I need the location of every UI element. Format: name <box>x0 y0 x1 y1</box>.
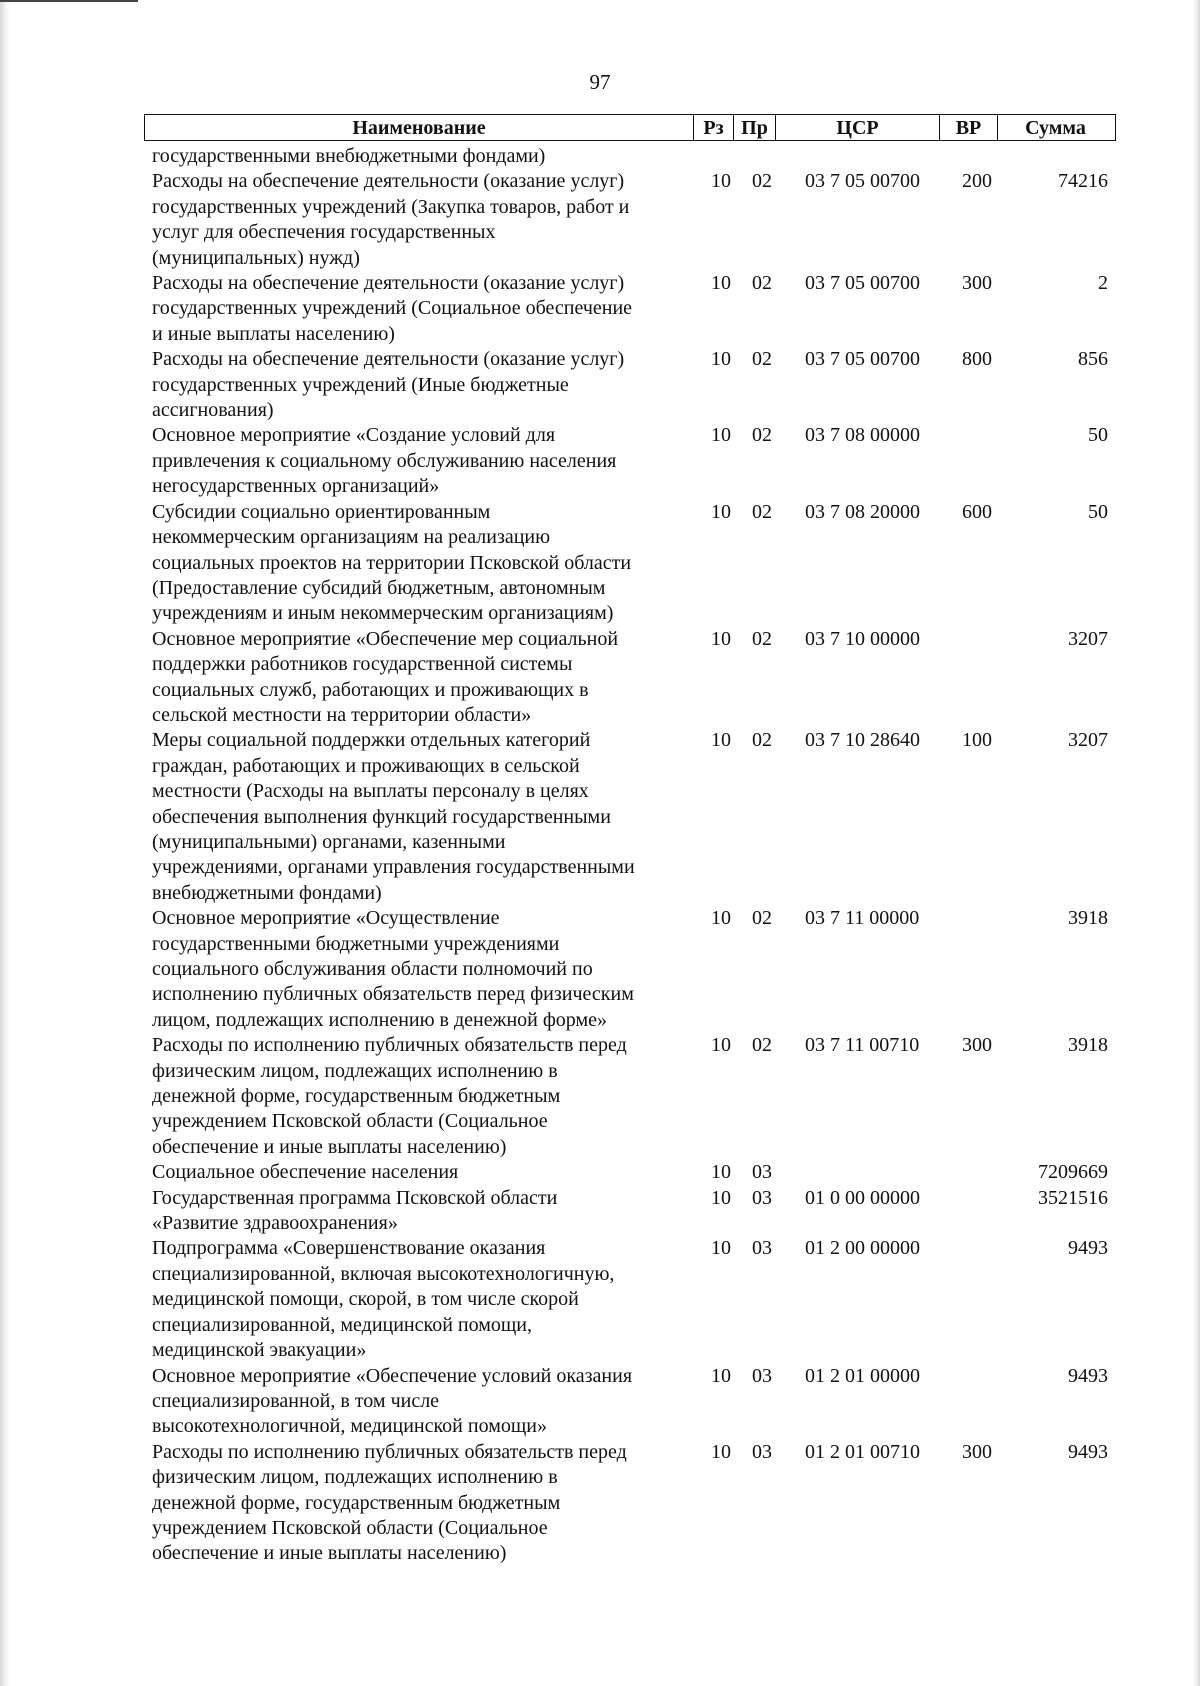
row-vr: 300 <box>962 1034 992 1057</box>
row-name-line: местности (Расходы на выплаты персоналу в целях <box>152 780 589 803</box>
row-name-line: учреждениями, органами управления государственными <box>152 856 635 879</box>
row-rz: 10 <box>711 170 731 193</box>
row-sum: 50 <box>1088 500 1108 523</box>
row-pr: 03 <box>752 1237 772 1260</box>
page-number: 97 <box>589 70 611 94</box>
row-csr: 03 7 11 00000 <box>805 907 920 930</box>
table-row <box>0 500 1200 627</box>
row-vr: 600 <box>962 500 992 523</box>
row-pr: 03 <box>752 1440 772 1463</box>
table-row <box>0 347 1200 423</box>
row-name <box>152 1440 697 1567</box>
row-name-line: обеспечение и иные выплаты населению) <box>152 1135 507 1158</box>
row-csr: 01 2 01 00710 <box>805 1440 920 1463</box>
row-name-line: медицинской помощи, скорой, в том числе скорой <box>152 1288 579 1311</box>
row-rz: 10 <box>711 1237 731 1260</box>
row-csr: 01 2 01 00000 <box>805 1364 920 1387</box>
row-sum: 3207 <box>1068 627 1108 650</box>
header-name: Наименование <box>145 115 694 140</box>
row-pr: 02 <box>752 500 772 523</box>
row-rz: 10 <box>711 1034 731 1057</box>
row-name-line: обеспечения выполнения функций государственными <box>152 805 611 828</box>
row-csr: 03 7 08 00000 <box>805 424 920 447</box>
row-vr: 100 <box>962 729 992 752</box>
row-name <box>152 1160 697 1185</box>
row-name-line: Субсидии социально ориентированным <box>152 500 491 523</box>
row-name-line: «Развитие здравоохранения» <box>152 1212 398 1235</box>
table-row <box>0 1364 1200 1440</box>
row-sum: 9493 <box>1068 1364 1108 1387</box>
row-name-line: Расходы по исполнению публичных обязательств перед <box>152 1440 627 1463</box>
row-name <box>152 906 697 1033</box>
header-pr: Пр <box>734 115 776 140</box>
row-name-line: и иные выплаты населению) <box>152 322 395 345</box>
row-rz: 10 <box>711 1364 731 1387</box>
row-name <box>152 1364 697 1440</box>
row-vr: 200 <box>962 170 992 193</box>
row-rz: 10 <box>711 348 731 371</box>
row-csr: 01 0 00 00000 <box>805 1186 920 1209</box>
row-rz: 10 <box>711 729 731 752</box>
row-sum: 2 <box>1098 272 1108 295</box>
row-pr: 03 <box>752 1186 772 1209</box>
row-sum: 856 <box>1078 348 1108 371</box>
row-csr: 03 7 05 00700 <box>805 348 920 371</box>
row-name-line: привлечения к социальному обслуживанию населения <box>152 449 617 472</box>
row-name-line: сельской местности на территории области» <box>152 703 532 726</box>
row-pr: 02 <box>752 627 772 650</box>
table-row <box>0 1160 1200 1185</box>
row-name-line: социальных служб, работающих и проживающих в <box>152 678 589 701</box>
header-sum: Сумма <box>1025 117 1086 139</box>
row-name-line: Расходы на обеспечение деятельности (оказание услуг) <box>152 272 625 295</box>
row-name-line: Основное мероприятие «Обеспечение условий оказания <box>152 1364 633 1387</box>
row-name-line: государственными бюджетными учреждениями <box>152 932 560 955</box>
row-rz: 10 <box>711 1440 731 1463</box>
row-name-line: специализированной, медицинской помощи, <box>152 1313 532 1336</box>
row-name <box>152 347 697 423</box>
row-rz: 10 <box>711 1186 731 1209</box>
row-name-line: государственных учреждений (Социальное обеспечение <box>152 297 633 320</box>
top-rule <box>0 0 138 2</box>
row-name <box>152 1033 697 1160</box>
row-sum: 3918 <box>1068 1034 1108 1057</box>
row-name-line: Подпрограмма «Совершенствование оказания <box>152 1237 546 1260</box>
row-name-line: специализированной, в том числе <box>152 1389 440 1412</box>
header-csr: ЦСР <box>776 115 940 140</box>
row-name <box>152 144 697 169</box>
table-row <box>0 1440 1200 1567</box>
row-pr: 02 <box>752 272 772 295</box>
row-name-line: исполнению публичных обязательств перед физическим <box>152 983 634 1006</box>
row-name-line: лицом, подлежащих исполнению в денежной форме» <box>152 1008 608 1031</box>
row-name <box>152 500 697 627</box>
row-name-line: (муниципальными) органами, казенными <box>152 830 506 853</box>
row-name-line: внебюджетными фондами) <box>152 881 382 904</box>
row-rz: 10 <box>711 272 731 295</box>
row-vr: 800 <box>962 348 992 371</box>
table-row <box>0 1236 1200 1363</box>
row-pr: 02 <box>752 170 772 193</box>
row-name-line: Государственная программа Псковской области <box>152 1186 558 1209</box>
row-name <box>152 423 697 499</box>
row-name <box>152 1186 697 1237</box>
row-name-line: учреждением Псковской области (Социальное <box>152 1516 548 1539</box>
row-name-line: граждан, работающих и проживающих в сельской <box>152 754 580 777</box>
row-name-line: поддержки работников государственной системы <box>152 653 573 676</box>
row-name-line: учреждениям и иным некоммерческим организациям) <box>152 602 614 625</box>
row-name-line: денежной форме, государственным бюджетным <box>152 1491 561 1514</box>
table-row <box>0 906 1200 1033</box>
row-csr: 03 7 10 28640 <box>805 729 920 752</box>
row-pr: 02 <box>752 424 772 447</box>
table-row <box>0 1186 1200 1237</box>
table-row <box>0 271 1200 347</box>
row-name-line: учреждением Псковской области (Социальное <box>152 1110 548 1133</box>
row-name <box>152 1236 697 1363</box>
row-name-line: государственными внебюджетными фондами) <box>152 145 546 167</box>
row-name-line: государственных учреждений (Закупка товаров, работ и <box>152 195 630 218</box>
table-row <box>0 627 1200 729</box>
row-name-line: денежной форме, государственным бюджетным <box>152 1085 561 1108</box>
row-name-line: ассигнования) <box>152 399 274 422</box>
row-csr: 03 7 11 00710 <box>805 1034 920 1057</box>
row-name-line: Расходы на обеспечение деятельности (оказание услуг) <box>152 348 625 371</box>
row-rz: 10 <box>711 500 731 523</box>
row-vr: 300 <box>962 272 992 295</box>
row-name-line: Меры социальной поддержки отдельных категорий <box>152 729 591 752</box>
row-csr: 03 7 08 20000 <box>805 500 920 523</box>
row-pr: 02 <box>752 729 772 752</box>
row-rz: 10 <box>711 907 731 930</box>
row-csr: 03 7 10 00000 <box>805 627 920 650</box>
row-pr: 02 <box>752 348 772 371</box>
row-name <box>152 271 697 347</box>
table-row <box>0 728 1200 906</box>
row-name-line: некоммерческим организациям на реализацию <box>152 526 551 549</box>
row-csr: 01 2 00 00000 <box>805 1237 920 1260</box>
row-name-line: высокотехнологичной, медицинской помощи» <box>152 1415 547 1438</box>
row-name-line: (Предоставление субсидий бюджетным, автономным <box>152 576 606 599</box>
row-sum: 9493 <box>1068 1440 1108 1463</box>
table-row <box>0 144 1200 169</box>
row-sum: 74216 <box>1058 170 1108 193</box>
row-name-line: специализированной, включая высокотехнологичную, <box>152 1262 615 1285</box>
row-sum: 50 <box>1088 424 1108 447</box>
row-name-line: Основное мероприятие «Создание условий для <box>152 424 556 447</box>
row-csr: 03 7 05 00700 <box>805 170 920 193</box>
table-header <box>144 114 1116 141</box>
row-pr: 02 <box>752 1034 772 1057</box>
row-name-line: физическим лицом, подлежащих исполнению в <box>152 1466 558 1489</box>
row-name-line: Основное мероприятие «Осуществление <box>152 907 500 930</box>
row-name-line: Расходы по исполнению публичных обязательств перед <box>152 1034 627 1057</box>
header-vr: ВР <box>940 115 998 140</box>
row-sum: 3521516 <box>1038 1186 1108 1209</box>
row-name-line: физическим лицом, подлежащих исполнению в <box>152 1059 558 1082</box>
row-pr: 03 <box>752 1161 772 1184</box>
row-name-line: Основное мероприятие «Обеспечение мер социальной <box>152 627 619 650</box>
row-pr: 02 <box>752 907 772 930</box>
row-name-line: (муниципальных) нужд) <box>152 246 360 269</box>
row-rz: 10 <box>711 424 731 447</box>
row-name-line: обеспечение и иные выплаты населению) <box>152 1542 507 1565</box>
table-row <box>0 169 1200 271</box>
row-vr: 300 <box>962 1440 992 1463</box>
row-name-line: негосударственных организаций» <box>152 475 440 498</box>
row-sum: 3207 <box>1068 729 1108 752</box>
row-name-line: государственных учреждений (Иные бюджетные <box>152 373 569 396</box>
row-name-line: социальных проектов на территории Псковской области <box>152 551 632 574</box>
row-name-line: Расходы на обеспечение деятельности (оказание услуг) <box>152 170 625 193</box>
row-csr: 03 7 05 00700 <box>805 272 920 295</box>
row-name-line: медицинской эвакуации» <box>152 1339 367 1362</box>
row-name-line: услуг для обеспечения государственных <box>152 221 496 244</box>
row-name <box>152 728 697 906</box>
table-row <box>0 1033 1200 1160</box>
row-name <box>152 169 697 271</box>
table-body <box>0 144 1200 1567</box>
row-sum: 9493 <box>1068 1237 1108 1260</box>
table-row <box>0 423 1200 499</box>
row-sum: 3918 <box>1068 907 1108 930</box>
row-name-line: Социальное обеспечение населения <box>152 1161 459 1184</box>
row-name-line: социального обслуживания области полномочий по <box>152 958 593 980</box>
header-rz: Рз <box>694 115 734 140</box>
row-rz: 10 <box>711 627 731 650</box>
row-rz: 10 <box>711 1161 731 1184</box>
row-sum: 7209669 <box>1038 1161 1108 1184</box>
row-pr: 03 <box>752 1364 772 1387</box>
row-name <box>152 627 697 729</box>
